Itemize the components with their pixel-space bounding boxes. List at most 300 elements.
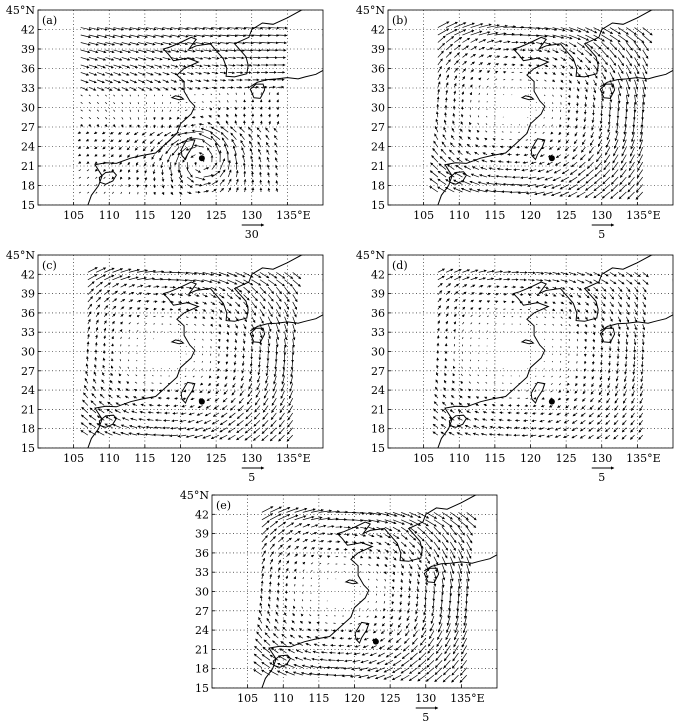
wind-arrow — [226, 369, 227, 372]
wind-arrow — [536, 332, 537, 333]
wind-arrow — [534, 398, 536, 399]
wind-arrow — [149, 405, 153, 406]
wind-arrow — [534, 140, 536, 141]
wind-arrow — [293, 613, 295, 616]
map-panel-b — [356, 4, 679, 242]
wind-arrow — [495, 64, 498, 65]
wind-arrow — [470, 367, 471, 368]
wind-arrow — [243, 361, 244, 366]
wind-arrow — [186, 102, 187, 103]
wind-arrow — [476, 397, 479, 398]
wind-arrow — [287, 435, 293, 441]
wind-arrow — [209, 383, 211, 385]
wind-arrow — [558, 140, 561, 143]
wind-arrow — [128, 367, 129, 369]
wind-arrow — [121, 299, 125, 302]
wind-arrow — [153, 316, 155, 317]
wind-arrow — [439, 616, 442, 625]
wind-arrow — [255, 406, 260, 413]
wind-arrow — [467, 557, 471, 566]
wind-arrow — [211, 428, 219, 432]
wind-arrow — [635, 332, 636, 338]
wind-arrow — [138, 110, 139, 112]
wind-arrow — [195, 80, 200, 82]
wind-arrow — [577, 80, 579, 84]
wind-arrow — [503, 57, 507, 58]
wind-arrow — [212, 43, 221, 44]
lat-tick-label: 21 — [195, 643, 209, 657]
wind-arrow — [498, 427, 503, 428]
wind-arrow — [460, 675, 467, 682]
wind-arrow — [611, 192, 619, 199]
wind-arrow — [610, 87, 612, 94]
wind-arrow — [475, 152, 479, 154]
wind-arrow — [154, 35, 163, 37]
wind-arrow — [553, 309, 555, 310]
wind-arrow — [592, 376, 593, 379]
wind-arrow — [262, 662, 270, 668]
wind-arrow — [222, 406, 227, 410]
wind-arrow — [552, 369, 553, 370]
wind-arrow — [268, 604, 270, 609]
wind-arrow — [547, 435, 553, 437]
wind-arrow — [383, 616, 385, 619]
wind-arrow — [130, 50, 139, 52]
wind-arrow — [219, 339, 220, 342]
wind-arrow — [327, 541, 331, 542]
wind-arrow — [445, 113, 446, 118]
wind-arrow — [639, 420, 643, 425]
wind-arrow — [410, 653, 417, 660]
wind-arrow — [551, 192, 560, 196]
wind-arrow — [112, 306, 115, 309]
wind-arrow — [89, 415, 96, 420]
wind-arrow — [643, 28, 653, 36]
wind-arrow — [454, 299, 457, 302]
wind-arrow — [444, 120, 446, 125]
wind-arrow — [495, 86, 496, 87]
wind-arrow — [282, 634, 287, 638]
wind-arrow — [443, 395, 446, 398]
lat-tick-label: 24 — [371, 140, 385, 154]
wind-arrow — [626, 332, 627, 338]
wind-arrow — [436, 119, 438, 125]
wind-arrow — [181, 413, 186, 414]
wind-arrow — [127, 155, 129, 158]
wind-arrow — [462, 270, 469, 273]
wind-arrow — [210, 369, 211, 371]
wind-arrow — [154, 72, 161, 74]
wind-arrow — [168, 155, 171, 163]
wind-arrow — [195, 72, 201, 74]
wind-arrow — [112, 299, 116, 302]
wind-arrow — [192, 131, 204, 132]
wind-arrow — [608, 125, 610, 132]
lon-tick-label: 120 — [344, 692, 365, 705]
wind-arrow — [220, 72, 226, 73]
wind-arrow — [179, 170, 182, 178]
wind-arrow — [503, 42, 510, 43]
wind-arrow — [503, 272, 510, 273]
wind-arrow — [122, 50, 131, 52]
wind-arrow — [245, 43, 254, 44]
wind-arrow — [277, 35, 287, 36]
wind-arrow — [227, 309, 231, 313]
wind-arrow — [96, 185, 98, 186]
wind-arrow — [557, 406, 560, 408]
wind-arrow — [553, 95, 554, 97]
wind-arrow — [211, 280, 221, 283]
wind-arrow — [616, 125, 618, 133]
wind-arrow — [569, 295, 573, 297]
wind-arrow — [426, 675, 434, 681]
wind-arrow — [446, 329, 447, 332]
wind-arrow — [582, 398, 585, 401]
wind-arrow — [618, 95, 619, 103]
wind-arrow — [503, 64, 506, 65]
wind-arrow — [544, 87, 545, 88]
wind-arrow — [481, 167, 487, 169]
wind-arrow — [454, 91, 455, 95]
wind-arrow — [256, 391, 260, 398]
wind-arrow — [389, 631, 393, 635]
wind-arrow — [438, 276, 445, 280]
wind-arrow — [524, 155, 528, 156]
wind-arrow — [622, 420, 626, 425]
wind-arrow — [623, 413, 627, 418]
wind-arrow — [544, 57, 549, 59]
map-panel-c — [6, 249, 329, 484]
wind-arrow — [409, 579, 410, 584]
wind-arrow — [262, 514, 273, 520]
wind-arrow — [84, 386, 88, 391]
wind-arrow — [589, 428, 594, 432]
wind-arrow — [438, 29, 449, 35]
wind-arrow — [254, 413, 260, 419]
wind-arrow — [269, 597, 270, 602]
wind-arrow — [104, 306, 108, 310]
lon-tick-label: 115 — [484, 209, 506, 222]
wind-arrow — [104, 192, 105, 194]
wind-arrow — [428, 638, 434, 646]
wind-arrow — [285, 346, 286, 354]
wind-arrow — [288, 420, 293, 427]
wind-arrow — [138, 125, 139, 128]
wind-arrow — [385, 557, 388, 560]
wind-arrow — [79, 162, 81, 163]
wind-arrow — [576, 125, 577, 129]
wind-arrow — [154, 80, 160, 83]
wind-arrow — [494, 375, 495, 376]
wind-arrow — [191, 155, 196, 158]
wind-arrow — [87, 162, 89, 163]
wind-arrow — [585, 57, 590, 62]
wind-arrow — [228, 57, 235, 58]
wind-arrow — [228, 420, 235, 425]
wind-arrow — [112, 291, 117, 295]
wind-arrow — [195, 50, 203, 51]
wind-arrow — [538, 170, 544, 172]
wind-arrow — [495, 294, 498, 295]
wind-arrow — [138, 57, 146, 59]
wind-arrow — [495, 79, 497, 80]
wind-arrow — [97, 117, 99, 119]
wind-arrow — [544, 369, 545, 370]
lat-tick-label: 18 — [21, 179, 35, 193]
panel-label: (e) — [216, 499, 232, 512]
wind-arrow — [245, 435, 252, 440]
wind-arrow — [423, 616, 426, 623]
wind-arrow — [443, 135, 446, 140]
wind-arrow — [643, 35, 652, 43]
wind-arrow — [172, 147, 179, 155]
wind-arrow — [522, 435, 528, 436]
wind-arrow — [479, 70, 482, 72]
wind-arrow — [460, 136, 463, 139]
wind-arrow — [438, 269, 445, 272]
wind-arrow — [575, 391, 577, 394]
wind-arrow — [610, 295, 614, 300]
wind-arrow — [462, 277, 469, 280]
wind-arrow — [218, 108, 220, 110]
wind-arrow — [487, 86, 488, 87]
wind-arrow — [268, 611, 270, 616]
wind-arrow — [122, 65, 130, 68]
wind-arrow — [295, 569, 297, 572]
wind-arrow — [146, 57, 154, 59]
wind-arrow — [204, 57, 211, 58]
wind-arrow — [569, 95, 570, 98]
wind-arrow — [618, 80, 621, 89]
wind-arrow — [183, 398, 186, 399]
wind-arrow — [561, 72, 564, 75]
wind-arrow — [175, 391, 178, 392]
wind-arrow — [266, 369, 268, 376]
wind-arrow — [248, 391, 252, 397]
wind-arrow — [592, 125, 594, 131]
wind-arrow — [618, 339, 619, 344]
wind-arrow — [521, 177, 528, 178]
wind-arrow — [105, 80, 112, 83]
wind-arrow — [200, 383, 202, 385]
wind-arrow — [453, 653, 459, 661]
wind-arrow — [281, 391, 285, 399]
wind-arrow — [138, 426, 145, 427]
wind-arrow — [569, 72, 572, 75]
wind-arrow — [179, 50, 187, 52]
wind-arrow — [487, 94, 488, 95]
wind-arrow — [126, 389, 129, 391]
wind-arrow — [204, 35, 213, 36]
wind-arrow — [228, 93, 229, 95]
wind-arrow — [220, 179, 224, 184]
wind-arrow — [184, 383, 186, 384]
wind-arrow — [553, 57, 558, 59]
wind-arrow — [107, 409, 113, 413]
wind-arrow — [559, 132, 561, 135]
wind-arrow — [490, 161, 495, 162]
wind-arrow — [274, 376, 276, 384]
wind-arrow — [276, 181, 277, 185]
wind-arrow — [622, 428, 626, 432]
wind-arrow — [157, 132, 163, 136]
wind-arrow — [585, 87, 587, 92]
wind-arrow — [469, 374, 470, 376]
wind-arrow — [618, 287, 622, 292]
wind-arrow — [434, 527, 441, 534]
wind-arrow — [377, 549, 381, 551]
lon-tick-label: 115 — [484, 452, 506, 465]
wind-arrow — [450, 410, 454, 413]
wind-arrow — [212, 189, 217, 192]
wind-arrow — [242, 369, 243, 374]
wind-arrow — [129, 337, 130, 339]
wind-arrow — [579, 162, 585, 168]
wind-arrow — [473, 433, 479, 435]
wind-arrow — [546, 170, 552, 173]
wind-arrow — [413, 631, 417, 637]
lat-tick-label: 39 — [371, 43, 385, 56]
wind-arrow — [212, 181, 218, 185]
wind-arrow — [523, 162, 528, 163]
wind-arrow — [499, 420, 503, 421]
wind-arrow — [438, 313, 440, 317]
wind-arrow — [262, 521, 270, 528]
wind-arrow — [442, 402, 446, 405]
wind-arrow — [460, 396, 463, 398]
wind-arrow — [570, 170, 577, 175]
wind-arrow — [574, 140, 577, 144]
wind-arrow — [220, 80, 226, 81]
wind-arrow — [577, 295, 581, 298]
wind-arrow — [81, 125, 83, 127]
wind-arrow — [272, 406, 277, 413]
wind-arrow — [97, 80, 104, 83]
wind-arrow — [295, 546, 299, 549]
wind-arrow — [478, 116, 479, 118]
wind-arrow — [264, 391, 268, 399]
wind-arrow — [283, 369, 285, 377]
wind-arrow — [459, 542, 464, 551]
wind-arrow — [311, 548, 315, 550]
wind-arrow — [121, 307, 124, 310]
wind-arrow — [589, 435, 594, 438]
wind-arrow — [111, 147, 114, 149]
wind-arrow — [119, 155, 121, 157]
wind-arrow — [364, 638, 368, 640]
wind-arrow — [594, 80, 597, 86]
wind-arrow — [491, 412, 495, 413]
wind-arrow — [462, 92, 463, 95]
wind-arrow — [558, 398, 561, 400]
wind-arrow — [285, 272, 293, 278]
wind-arrow — [450, 557, 454, 566]
wind-arrow — [500, 412, 504, 413]
wind-arrow — [459, 520, 468, 528]
wind-arrow — [96, 297, 101, 302]
wind-arrow — [430, 179, 438, 185]
wind-arrow — [496, 176, 503, 177]
wind-arrow — [544, 324, 545, 325]
wind-arrow — [145, 293, 150, 294]
wind-arrow — [444, 660, 451, 668]
wind-arrow — [459, 512, 469, 519]
wind-arrow — [232, 139, 237, 147]
wind-arrow — [602, 317, 604, 321]
wind-arrow — [615, 132, 618, 141]
wind-arrow — [486, 382, 487, 383]
wind-arrow — [318, 615, 320, 616]
wind-arrow — [260, 332, 262, 338]
wind-arrow — [104, 321, 106, 325]
wind-arrow — [78, 147, 80, 148]
wind-arrow — [187, 43, 196, 45]
lon-tick-label: 130 — [415, 692, 437, 705]
wind-arrow — [599, 398, 602, 402]
wind-arrow — [487, 293, 490, 294]
wind-arrow — [259, 157, 261, 162]
wind-arrow — [478, 123, 479, 125]
wind-arrow — [430, 186, 438, 192]
wind-arrow — [240, 391, 244, 396]
wind-arrow — [590, 398, 593, 402]
wind-arrow — [95, 170, 97, 172]
wind-arrow — [368, 579, 369, 580]
wind-arrow — [194, 287, 200, 289]
wind-arrow — [249, 141, 252, 147]
lat-tick-label: 36 — [21, 306, 35, 320]
wind-arrow — [443, 675, 450, 682]
wind-arrow — [211, 302, 215, 305]
wind-arrow — [133, 404, 137, 406]
wind-arrow — [186, 287, 192, 288]
wind-arrow — [471, 330, 472, 332]
wind-arrow — [83, 400, 88, 406]
wind-arrow — [232, 391, 235, 395]
wind-arrow — [270, 574, 271, 579]
wind-arrow — [279, 435, 285, 441]
wind-arrow — [609, 117, 610, 124]
wind-arrow — [643, 317, 645, 323]
wind-arrow — [109, 388, 112, 391]
wind-arrow — [228, 72, 234, 73]
wind-arrow — [375, 675, 384, 679]
wind-arrow — [130, 80, 137, 83]
wind-arrow — [374, 623, 377, 625]
axis-ticks — [6, 4, 311, 222]
wind-arrow — [528, 80, 530, 81]
wind-arrow — [352, 549, 355, 550]
wind-arrow — [203, 332, 204, 334]
wind-arrow — [129, 330, 130, 332]
wind-arrow — [105, 117, 107, 119]
wind-arrow — [204, 183, 211, 184]
wind-arrow — [614, 420, 618, 424]
wind-arrow — [302, 599, 303, 601]
wind-arrow — [345, 660, 352, 661]
wind-arrow — [322, 645, 327, 646]
wind-arrow — [95, 162, 97, 164]
wind-arrow — [625, 376, 627, 382]
wind-arrow — [228, 435, 235, 439]
wind-arrow — [446, 299, 449, 302]
wind-arrow — [640, 398, 643, 403]
lon-tick-label: 120 — [520, 452, 541, 465]
wind-arrow — [293, 606, 294, 608]
lat-tick-label: 33 — [21, 326, 35, 340]
wind-arrow — [244, 339, 245, 344]
wind-arrow — [444, 380, 446, 383]
